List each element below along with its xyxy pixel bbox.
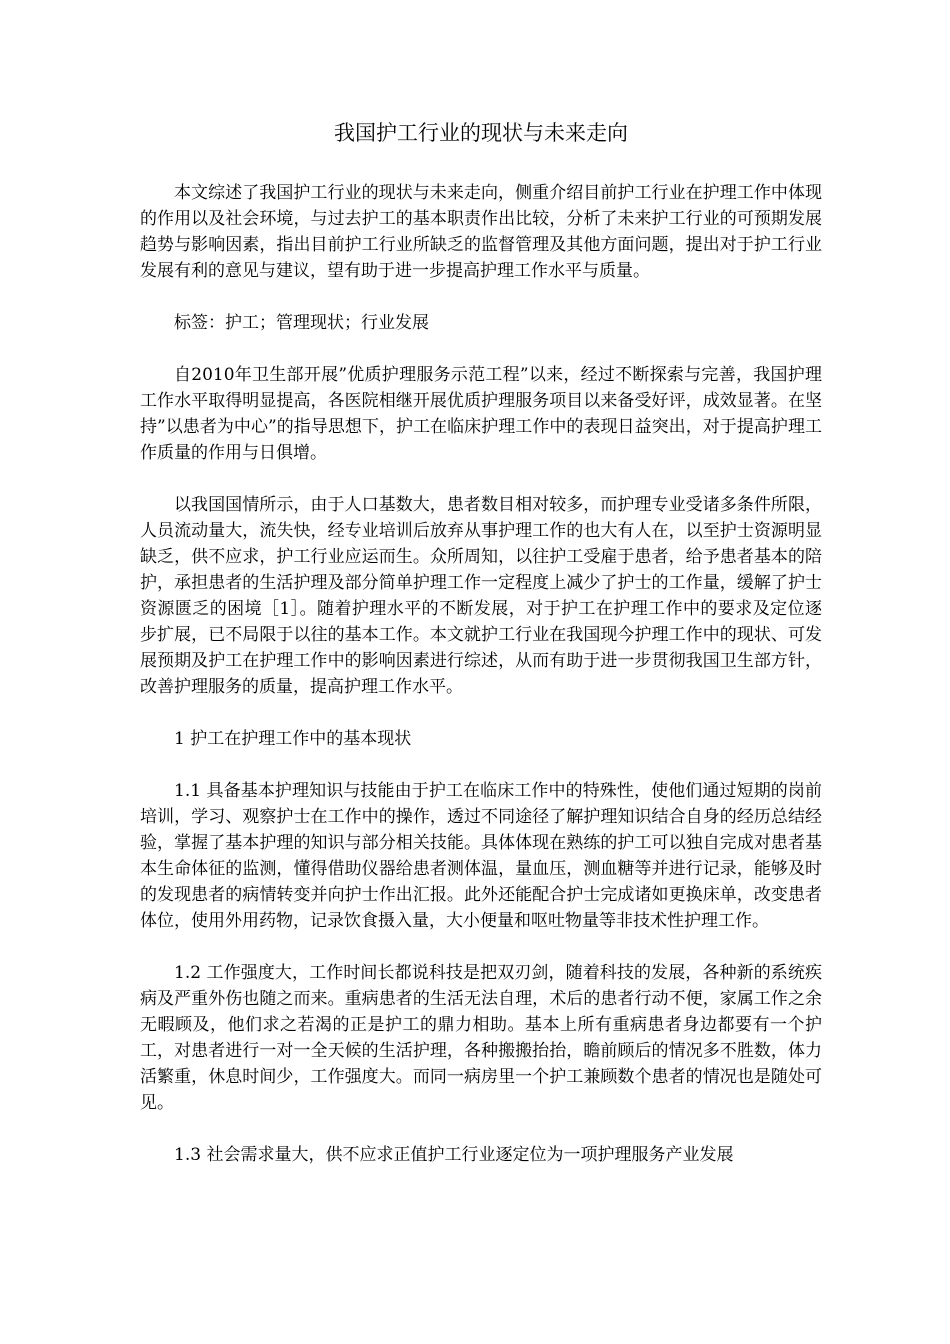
abstract-paragraph: 本文综述了我国护工行业的现状与未来走向，侧重介绍目前护工行业在护理工作中体现的作用以及社会环境，与过去护工的基本职责作出比较，分析了未来护工行业的可预期发展趋势与影响因素，指出目前护工行业所缺乏的监督管理及其他方面问题，提出对于护工行业发展有利的意见与建议，望有助于进一步提高护理工作水平与质量。 (140, 183, 822, 281)
intro-paragraph-1: 自2010年卫生部开展”优质护理服务示范工程”以来，经过不断探索与完善，我国护理工作水平取得明显提高，各医院相继开展优质护理服务项目以来备受好评，成效显著。在坚持”以患者为中心”的指导思想下，护工在临床护理工作中的表现日益突出，对于提高护理工作质量的作用与日俱增。 (140, 365, 822, 463)
keywords-line: 标签：护工；管理现状；行业发展 (174, 313, 429, 333)
section-1-1-paragraph: 1.1 具备基本护理知识与技能由于护工在临床工作中的特殊性，使他们通过短期的岗前培训，学习、观察护士在工作中的操作，透过不同途径了解护理知识结合自身的经历总结经验，掌握了基本护理的知识与部分相关技能。具体体现在熟练的护工可以独自完成对患者基本生命体征的监测，懂得借助仪器给患者测体温，量血压，测血糖等并进行记录，能够及时的发现患者的病情转变并向护士作出汇报。此外还能配合护士完成诸如更换床单，改变患者体位，使用外用药物，记录饮食摄入量，大小便量和呕吐物量等非技术性护理工作。 (140, 781, 822, 931)
section-1-heading: 1 护工在护理工作中的基本现状 (174, 729, 412, 749)
section-1-2-paragraph: 1.2 工作强度大，工作时间长都说科技是把双刃剑，随着科技的发展，各种新的系统疾病及严重外伤也随之而来。重病患者的生活无法自理，术后的患者行动不便，家属工作之余无暇顾及，他们求之若渴的正是护工的鼎力相助。基本上所有重病患者身边都要有一个护工，对患者进行一对一全天候的生活护理，各种搬搬抬抬，瞻前顾后的情况多不胜数，体力活繁重，休息时间少，工作强度大。而同一病房里一个护工兼顾数个患者的情况也是随处可见。 (140, 963, 822, 1113)
document-page (140, 118, 822, 1194)
section-1-3-paragraph: 1.3 社会需求量大，供不应求正值护工行业逐定位为一项护理服务产业发展 (174, 1145, 734, 1165)
document-title: 我国护工行业的现状与未来走向 (334, 121, 628, 145)
intro-paragraph-2: 以我国国情所示，由于人口基数大，患者数目相对较多，而护理专业受诸多条件所限，人员流动量大，流失快，经专业培训后放弃从事护理工作的也大有人在，以至护士资源明显缺乏，供不应求，护工行业应运而生。众所周知，以往护工受雇于患者，给予患者基本的陪护，承担患者的生活护理及部分简单护理工作一定程度上减少了护士的工作量，缓解了护士资源匮乏的困境［1］。随着护理水平的不断发展，对于护工在护理工作中的要求及定位逐步扩展，已不局限于以往的基本工作。本文就护工行业在我国现今护理工作中的现状、可发展预期及护工在护理工作中的影响因素进行综述，从而有助于进一步贯彻我国卫生部方针，改善护理服务的质量，提高护理工作水平。 (140, 495, 822, 697)
